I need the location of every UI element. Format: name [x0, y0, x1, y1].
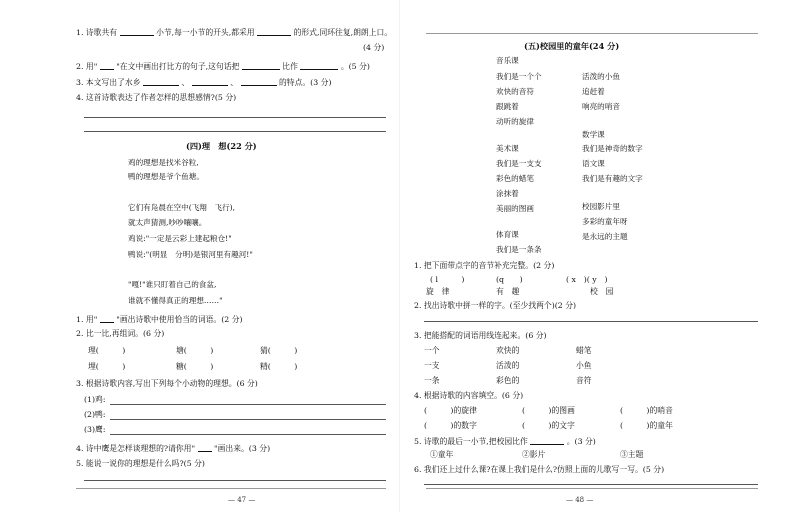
q4-answer-line-2[interactable] [84, 131, 386, 132]
q2-text-pre: 2. 用" [76, 62, 98, 71]
page-number: — 47 — [228, 496, 256, 504]
question-3 [76, 77, 332, 87]
q1-blank-2[interactable] [257, 27, 291, 36]
match-item[interactable]: 小鱼 [576, 361, 592, 370]
section-5-title: (五)校园里的童年(24 分) [524, 41, 620, 51]
q3-sep-1: 、 [181, 78, 190, 87]
match-item[interactable]: 活泼的 [496, 361, 520, 370]
q5-5-text-post: 。(3 分) [566, 437, 596, 446]
q5-5-blank[interactable] [530, 436, 564, 445]
q1-text-mid2: 的形式,同环往复,朗朗上口。 [293, 28, 393, 37]
page-bottom-rule [426, 488, 758, 489]
q5-6: 6. 我们还上过什么课?在课上我们是什么?仿照上面的儿歌写一写。(5 分) [414, 465, 665, 474]
q4-answer-line-1[interactable] [84, 117, 386, 118]
poem-line: 活泼的小鱼 [582, 72, 620, 81]
animal-answer-line[interactable] [110, 434, 386, 435]
word-group-item [260, 362, 297, 371]
page-top-rule [426, 33, 758, 34]
q3-text-post: 的特点。(3 分) [279, 78, 332, 87]
match-item[interactable]: 彩色的 [496, 376, 520, 385]
q1-text-pre: 1. 诗歌共有 [76, 28, 118, 37]
q5-6-answer-line[interactable] [424, 484, 758, 485]
answer-paren[interactable]: ( ) [183, 346, 214, 355]
poem-line: 动听的旋律 [496, 117, 534, 126]
q4-5-answer-line[interactable] [84, 480, 386, 481]
match-item[interactable]: 一支 [424, 361, 440, 370]
poem-line: 美丽的图画 [496, 204, 534, 213]
q5-5-option[interactable]: ②影片 [522, 450, 546, 459]
poem-line: 彩色的蜡笔 [496, 174, 534, 183]
right-page [400, 0, 800, 512]
pinyin-word: 校 园 [590, 287, 614, 296]
page-number: — 48 — [566, 496, 594, 504]
fill-item [424, 406, 477, 415]
word-group-item [176, 362, 213, 371]
q5-2-answer-line[interactable] [424, 321, 758, 322]
poem-line: 追赶着 [582, 87, 605, 96]
answer-paren[interactable]: ( ) [522, 421, 552, 430]
word-char: 埋 [88, 362, 96, 371]
q3-blank-3[interactable] [241, 77, 277, 86]
poem-line: 音乐课 [496, 56, 519, 65]
answer-paren[interactable]: ( ) [620, 406, 650, 415]
q5-4: 4. 根据诗歌的内容填空。(6 分) [414, 391, 524, 400]
match-item[interactable]: 蜡笔 [576, 346, 592, 355]
poem-line: 我们是有趣的文字 [582, 174, 643, 183]
match-item[interactable]: 一个 [424, 346, 440, 355]
poem-line: 多彩的童年呀 [582, 217, 628, 226]
pinyin-hint[interactable]: (q ) [496, 275, 523, 284]
poem-line: 鸭的理想是爷个鱼塘。 [128, 172, 204, 181]
poem-line: 鸭说:"(明显 分明)是银河里有趣河!" [128, 250, 253, 259]
answer-paren[interactable]: ( ) [267, 346, 298, 355]
fill-text: 的童年 [649, 421, 673, 430]
poem-line: 它们有凫晨在空中(飞翔 飞行), [128, 203, 236, 212]
poem-line: 我们是一支支 [496, 159, 542, 168]
animal-answer-line[interactable] [110, 419, 386, 420]
question-4: 4. 这首诗歌表达了作者怎样的思想感情?(5 分) [76, 93, 237, 102]
poem-line: 语文课 [582, 159, 605, 168]
fill-text: 的文字 [551, 421, 575, 430]
word-char: 精 [260, 362, 268, 371]
answer-paren[interactable]: ( ) [522, 406, 552, 415]
q4-1-text-pre: 1. 用" [76, 315, 98, 324]
word-group-item [88, 346, 125, 355]
q4-1-underline-sample [100, 314, 114, 323]
poem-line: 就太声猜测,吵吵嚷嚷。 [128, 218, 207, 227]
fill-item [522, 406, 575, 415]
q4-4-text-post: "画出来。(3 分) [214, 444, 271, 453]
answer-paren[interactable]: ( ) [267, 362, 298, 371]
answer-paren[interactable]: ( ) [424, 421, 454, 430]
pinyin-word: 有 趣 [496, 287, 520, 296]
q1-blank-1[interactable] [120, 27, 154, 36]
animal-answer-line[interactable] [110, 404, 386, 405]
q4-2: 2. 比一比,再组词。(6 分) [76, 329, 165, 338]
q3-blank-2[interactable] [192, 77, 228, 86]
fill-text: 的旋律 [453, 406, 477, 415]
q4-5: 5. 能说一说你的理想是什么吗?(5 分) [76, 459, 205, 468]
q3-blank-1[interactable] [143, 77, 179, 86]
word-char: 猜 [260, 346, 268, 355]
answer-paren[interactable]: ( ) [95, 362, 126, 371]
q3-text-pre: 3. 本文写出了水乡 [76, 78, 141, 87]
answer-paren[interactable]: ( ) [95, 346, 126, 355]
q2-text-mid2: 比作 [282, 62, 298, 71]
animal-label-chicken: (1)鸡: [84, 395, 106, 404]
q3-sep-2: 、 [230, 78, 239, 87]
word-char: 塘 [176, 346, 184, 355]
pinyin-hint[interactable]: ( x )( y ) [566, 275, 608, 284]
word-char: 理 [88, 346, 96, 355]
poem-line: 欢快的音符 [496, 87, 534, 96]
word-char: 糖 [176, 362, 184, 371]
poem-line: 我们是一条条 [496, 245, 542, 254]
fill-text: 的图画 [551, 406, 575, 415]
poem-line: 校园影片里 [582, 202, 620, 211]
poem-line: 跟跳着 [496, 102, 519, 111]
section-4-title: (四)理 想(22 分) [186, 141, 257, 151]
poem-line: "嘎!"谁只盯着自己的食盆, [128, 280, 217, 289]
q1-text-mid1: 小节,每一小节的开头,都采用 [156, 28, 255, 37]
q4-4-text-pre: 4. 诗中鹰是怎样谈理想的?请你用" [76, 444, 196, 453]
poem-line: 鸡的理想是找米谷粒, [128, 158, 199, 167]
pinyin-hint[interactable]: ( l ) [430, 275, 465, 284]
poem-line: 数学课 [582, 130, 605, 139]
fill-item [620, 406, 673, 415]
poem-line: 是永远的主题 [582, 232, 628, 241]
poem-line: 体育课 [496, 230, 519, 239]
animal-label-eagle: (3)鹰: [84, 425, 106, 434]
match-item[interactable]: 欢快的 [496, 346, 520, 355]
q4-1 [76, 314, 243, 324]
q4-4 [76, 443, 270, 453]
poem-line: 我们是一个个 [496, 72, 542, 81]
answer-paren[interactable]: ( ) [424, 406, 454, 415]
poem-line: 响亮的哨音 [582, 102, 620, 111]
question-1 [76, 27, 392, 37]
answer-paren[interactable]: ( ) [620, 421, 650, 430]
q5-3: 3. 把能搭配的词语用线连起来。(6 分) [414, 331, 547, 340]
page-bottom-rule [76, 488, 386, 489]
q2-text-mid1: "在文中画出打比方的句子,这句话把 [116, 62, 240, 71]
q5-5 [414, 436, 596, 446]
q5-5-text-pre: 5. 诗歌的最后一小节,把校园比作 [414, 437, 528, 446]
match-item[interactable]: 一条 [424, 376, 440, 385]
poem-line: 谁就不懂得真正的理想……" [128, 296, 223, 305]
question-2 [76, 61, 370, 71]
poem-line: 我们是神奇的数字 [582, 144, 643, 153]
word-group-item [260, 346, 297, 355]
q4-4-underline-sample [198, 443, 212, 452]
q2-blank-1[interactable] [242, 61, 280, 70]
poem-line: 美术课 [496, 144, 519, 153]
q5-1: 1. 把下面带点字的音节补充完整。(2 分) [414, 261, 555, 270]
word-group-item [88, 362, 125, 371]
match-item[interactable]: 音符 [576, 376, 592, 385]
fill-item [424, 421, 477, 430]
fill-item [522, 421, 575, 430]
q5-2: 2. 找出诗歌中拼一样的字。(至少找两个)(2 分) [414, 301, 577, 310]
poem-line: 鸡说:"一定是云彩上建起粮仓!" [128, 234, 232, 243]
word-group-item [176, 346, 213, 355]
q1-score: (4 分) [363, 43, 385, 52]
poem-line: 涂抹着 [496, 189, 519, 198]
fill-item [620, 421, 673, 430]
q4-1-text-post: "画出诗歌中使用恰当的词语。(2 分) [116, 315, 243, 324]
q5-5-option[interactable]: ③主题 [620, 450, 644, 459]
q4-3: 3. 根据诗歌内容,写出下列每个小动物的理想。(6 分) [76, 379, 258, 388]
pinyin-word: 旋 律 [426, 287, 450, 296]
q2-underline-sample [100, 61, 114, 70]
fill-text: 的哨音 [649, 406, 673, 415]
answer-paren[interactable]: ( ) [183, 362, 214, 371]
q2-text-post: 。(5 分) [340, 62, 370, 71]
q2-blank-2[interactable] [300, 61, 338, 70]
animal-label-duck: (2)鸭: [84, 410, 106, 419]
q5-5-option[interactable]: ①童年 [430, 450, 454, 459]
fill-text: 的数字 [453, 421, 477, 430]
